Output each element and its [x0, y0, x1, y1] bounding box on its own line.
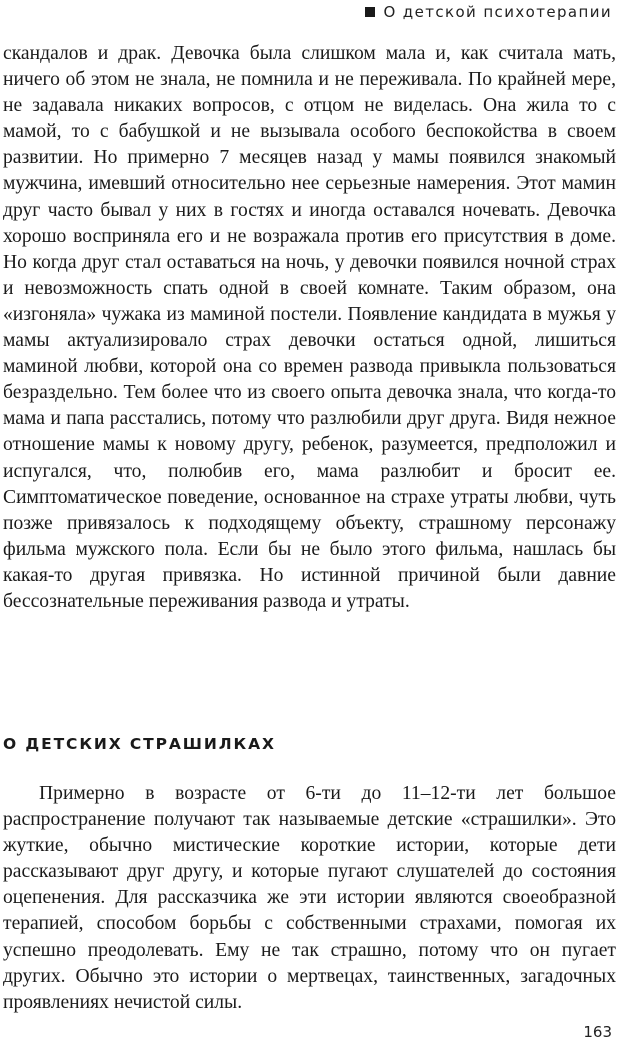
paragraph-1: скандалов и драк. Девочка была слишком мала и, как считала мать, ничего об этом не знала, не помнила и не переживала. По крайней мере, не задавала никаких вопросов, с отцом не виделась. Она жила то с мамой, то с бабушкой и не вызывала особого беспокойства в своем развитии. Но примерно 7 месяцев назад у мамы появился знакомый мужчина, имевший относительно нее серьезные намерения. Этот мамин друг часто бывал у них в гостях и иногда оставался ночевать. Девочка хорошо восприняла его и не возражала против его присутствия в доме. Но когда друг стал оставаться на ночь, у девочки появился ночной страх и невозможность спать одной в своей комнате. Таким образом, она «изгоняла» чужака из маминой постели. Появление кандидата в мужья у мамы актуализировало страх девочки остаться одной, лишиться маминой любви, которой она со времен развода привыкла пользоваться безраздельно. Тем более что из своего опыта девочка знала, что когда-то мама и папа расстались, потому что разлюбили друг друга. Видя нежное отношение мамы к новому другу, ребенок, разумеется, предположил и испугался, что, полюбив его, мама разлюбит и бросит ее. Симптоматическое поведение, основанное на страхе утраты любви, чуть позже привязалось к подходящему объекту, страшному персонажу фильма мужского пола. Если бы не было этого фильма, нашлась бы какая-то другая привязка. Но истинной причиной были давние бессознательные переживания развода и утраты. — [3, 43, 616, 612]
running-head — [365, 3, 612, 21]
section-heading: О ДЕТСКИХ СТРАШИЛКАХ — [3, 735, 276, 753]
page-number: 163 — [583, 1023, 612, 1041]
running-head-title: О детской психотерапии — [383, 3, 612, 21]
paragraph-2: Примерно в возрасте от 6-ти до 11–12-ти лет большое распространение получают так называемые детские «страшилки». Это жуткие, обычно мистические короткие истории, которые дети рассказывают друг другу, и которые пугают слушателей до состояния оцепенения. Для рассказчика же эти истории являются своеобразной терапией, способом борьбы с собственными страхами, помогая их успешно преодолевать. Ему не так страшно, потому что он пугает других. Обычно это истории о мертвецах, таинственных, загадочных проявлениях нечистой силы. — [3, 783, 616, 1013]
square-bullet-icon — [365, 7, 375, 17]
